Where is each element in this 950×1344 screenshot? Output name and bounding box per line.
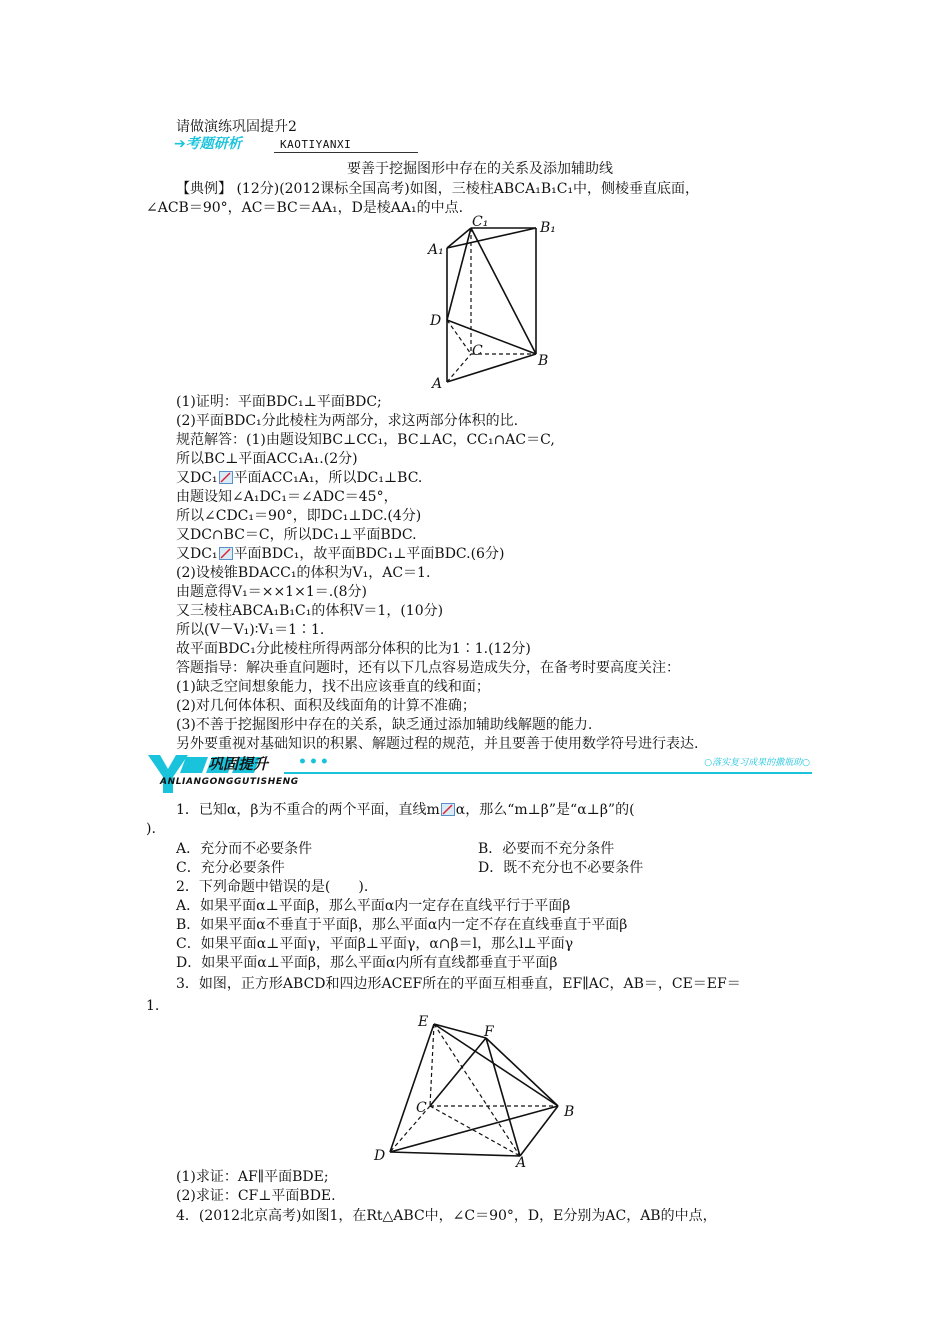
solution-line: 又DC₁ 平面BDC₁，故平面BDC₁⊥平面BDC.(6分): [176, 546, 505, 562]
option: B．如果平面α不垂直于平面β，那么平面α内一定不存在直线垂直于平面β: [176, 917, 628, 933]
option: D．如果平面α⊥平面β，那么平面α内所有直线都垂直于平面β: [176, 955, 558, 971]
label-A1: A₁: [428, 242, 444, 258]
header-badge-block: [172, 136, 432, 154]
solution-line: 答题指导：解决垂直问题时，还有以下几点容易造成失分，在备考时要高度关注：: [176, 660, 680, 676]
option: A．如果平面α⊥平面β，那么平面α内一定存在直线平行于平面β: [176, 898, 571, 914]
solution-line: 另外要重视对基础知识的积累、解题过程的规范，并且要善于使用数学符号进行表达.: [176, 736, 699, 752]
label-B1: B₁: [540, 220, 556, 236]
solution-line: (2)平面BDC₁分此棱柱为两部分，求这两部分体积的比.: [176, 413, 519, 429]
label-F: F: [484, 1024, 494, 1040]
header-line: 请做演练巩固提升2: [176, 119, 297, 135]
label-E: E: [418, 1014, 429, 1030]
solution-line: (2)设棱锥BDACC₁的体积为V₁，AC＝1.: [176, 565, 431, 581]
label-A: A: [432, 376, 443, 392]
solution-line: 由题意得V₁＝××1×1＝.(8分): [176, 584, 368, 600]
question-1: 1．已知α，β为不重合的两个平面，直线m α，那么“m⊥β”是“α⊥β”的(: [176, 802, 635, 818]
question-2: 2．下列命题中错误的是( ).: [176, 879, 369, 895]
solution-line: 规范解答：(1)由题设知BC⊥CC₁，BC⊥AC，CC₁∩AC＝C,: [176, 432, 555, 448]
solution-line: 由题设知∠A₁DC₁＝∠ADC＝45°，: [176, 489, 398, 505]
header-badge: ➔考题研析: [174, 136, 242, 152]
subset-icon: [219, 547, 233, 560]
question-3: 3．如图，正方形ABCD和四边形ACEF所在的平面互相垂直，EF∥AC，AB＝，CE＝EF＝: [176, 976, 741, 992]
subset-icon: [441, 803, 455, 816]
header-rule: [274, 152, 418, 153]
example-line-1: 【典例】 (12分)(2012课标全国高考)如图，三棱柱ABCA₁B₁C₁中，侧棱垂直底面，: [176, 181, 700, 197]
band-title: 巩固提升: [208, 755, 269, 773]
section-title: 要善于挖掘图形中存在的关系及添加辅助线: [347, 161, 613, 177]
label-C: C: [416, 1100, 427, 1116]
solution-line: 又DC∩BC＝C，所以DC₁⊥平面BDC.: [176, 527, 417, 543]
prism-figure: [420, 212, 570, 392]
band-tag: ○落实复习成果的撒瓶助○: [704, 758, 810, 768]
question-3-part: (1)求证：AF∥平面BDE;: [176, 1169, 329, 1185]
solution-line: 又三棱柱ABCA₁B₁C₁的体积V＝1，(10分): [176, 603, 444, 619]
solution-line: 所以BC⊥平面ACC₁A₁.(2分): [176, 451, 358, 467]
subset-icon: [219, 471, 233, 484]
solution-line: 所以(V－V₁)∶V₁＝1∶1.: [176, 622, 325, 638]
label-D: D: [430, 313, 442, 329]
question-3-cont: 1.: [146, 998, 160, 1014]
solution-line: (3)不善于挖掘图形中存在的关系，缺乏通过添加辅助线解题的能力.: [176, 717, 593, 733]
header-badge-en: KAOTIYANXI: [280, 138, 352, 151]
question-1-cont: ).: [146, 821, 156, 837]
solution-line: 故平面BDC₁分此棱柱所得两部分体积的比为1∶1.(12分): [176, 641, 531, 657]
solution-line: 所以∠CDC₁＝90°，即DC₁⊥DC.(4分): [176, 508, 422, 524]
solution-line: 又DC₁ 平面ACC₁A₁，所以DC₁⊥BC.: [176, 470, 423, 486]
arrow-icon: ➔: [174, 136, 186, 152]
question-3-part: (2)求证：CF⊥平面BDE.: [176, 1188, 336, 1204]
option: C．充分必要条件: [176, 860, 285, 876]
option: D．既不充分也不必要条件: [478, 860, 644, 876]
solution-line: (1)证明：平面BDC₁⊥平面BDC;: [176, 394, 382, 410]
band-en: ANLIANGONGGUTISHENG: [160, 777, 299, 787]
band-line: [284, 772, 812, 774]
label-C: C: [472, 343, 483, 359]
label-A: A: [516, 1155, 527, 1168]
band-dots: •••: [298, 754, 331, 770]
solution-line: (1)缺乏空间想象能力，找不出应该垂直的线和面；: [176, 679, 490, 695]
section-band: [146, 753, 814, 799]
label-D: D: [374, 1148, 386, 1164]
label-B: B: [538, 353, 549, 369]
option: B．必要而不充分条件: [478, 841, 615, 857]
option: A．充分而不必要条件: [176, 841, 313, 857]
square-figure: [370, 1008, 590, 1168]
label-B: B: [564, 1104, 575, 1120]
label-C1: C₁: [472, 214, 489, 230]
option: C．如果平面α⊥平面γ，平面β⊥平面γ，α∩β＝l，那么l⊥平面γ: [176, 936, 574, 952]
example-line-2: ∠ACB＝90°，AC＝BC＝AA₁，D是棱AA₁的中点.: [146, 200, 464, 216]
solution-line: (2)对几何体体积、面积及线面角的计算不准确；: [176, 698, 476, 714]
question-4: 4．(2012北京高考)如图1，在Rt△ABC中，∠C＝90°，D，E分别为AC，AB的中点，: [176, 1208, 717, 1224]
